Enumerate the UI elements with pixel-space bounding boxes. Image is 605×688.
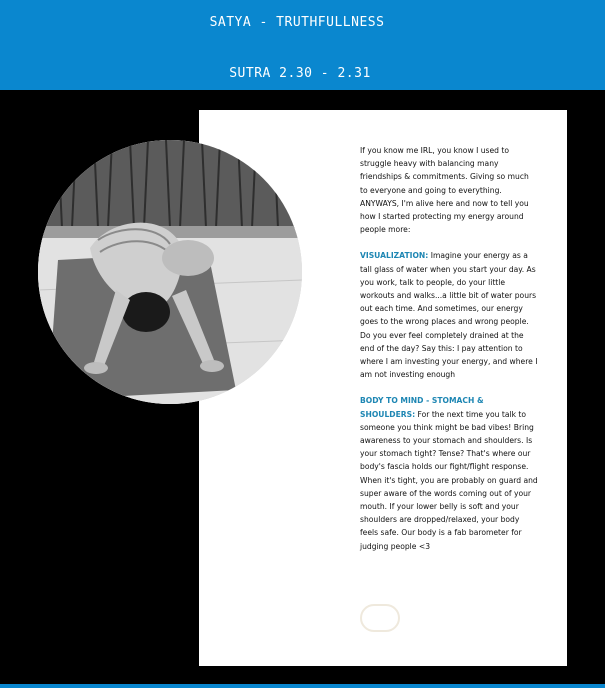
page-subtitle: SUTRA 2.30 - 2.31 <box>229 66 371 81</box>
yoga-photo <box>38 140 302 404</box>
action-pill-button[interactable] <box>360 604 400 632</box>
page-title: SATYA - TRUTHFULLNESS <box>209 15 385 30</box>
page-header <box>0 0 605 90</box>
body-mind-heading: BODY TO MIND - STOMACH & SHOULDERS: <box>360 396 484 419</box>
visualization-heading: VISUALIZATION: <box>360 251 429 261</box>
visualization-text: Imagine your energy as a tall glass of water when you start your day. As you work, talk to people, do your little workouts and walks...a little bit of water pours out each time. And sometimes, our energy goes to the wrong places and wrong people. Do you ever feel completely drained at the end of the day? Say this: I pay attention to where I am investing your energy, and where I am not investing enough <box>360 251 538 380</box>
article-copy <box>360 144 538 566</box>
body-mind-paragraph <box>360 394 538 552</box>
childs-pose-illustration <box>38 140 302 404</box>
body-mind-text: For the next time you talk to someone you think might be bad vibes! Bring awareness to your stomach and shoulders. Is your stomach tight? Tense? That's where our body's fascia holds our fight/flight response. When it's tight, you are probably on guard and super aware of the words coming out of your mouth. If your lower belly is soft and your shoulders are dropped/relaxed, your body feels safe. Our body is a fab barometer for judging people <3 <box>360 409 538 551</box>
intro-paragraph: If you know me IRL, you know I used to struggle heavy with balancing many friendships & commitments. Giving so much to everyone and going to everything. ANYWAYS, I'm alive here and now to tell you how I started protecting my energy around people more: <box>360 146 529 235</box>
bottom-accent-bar <box>0 684 605 688</box>
visualization-paragraph <box>360 249 538 381</box>
